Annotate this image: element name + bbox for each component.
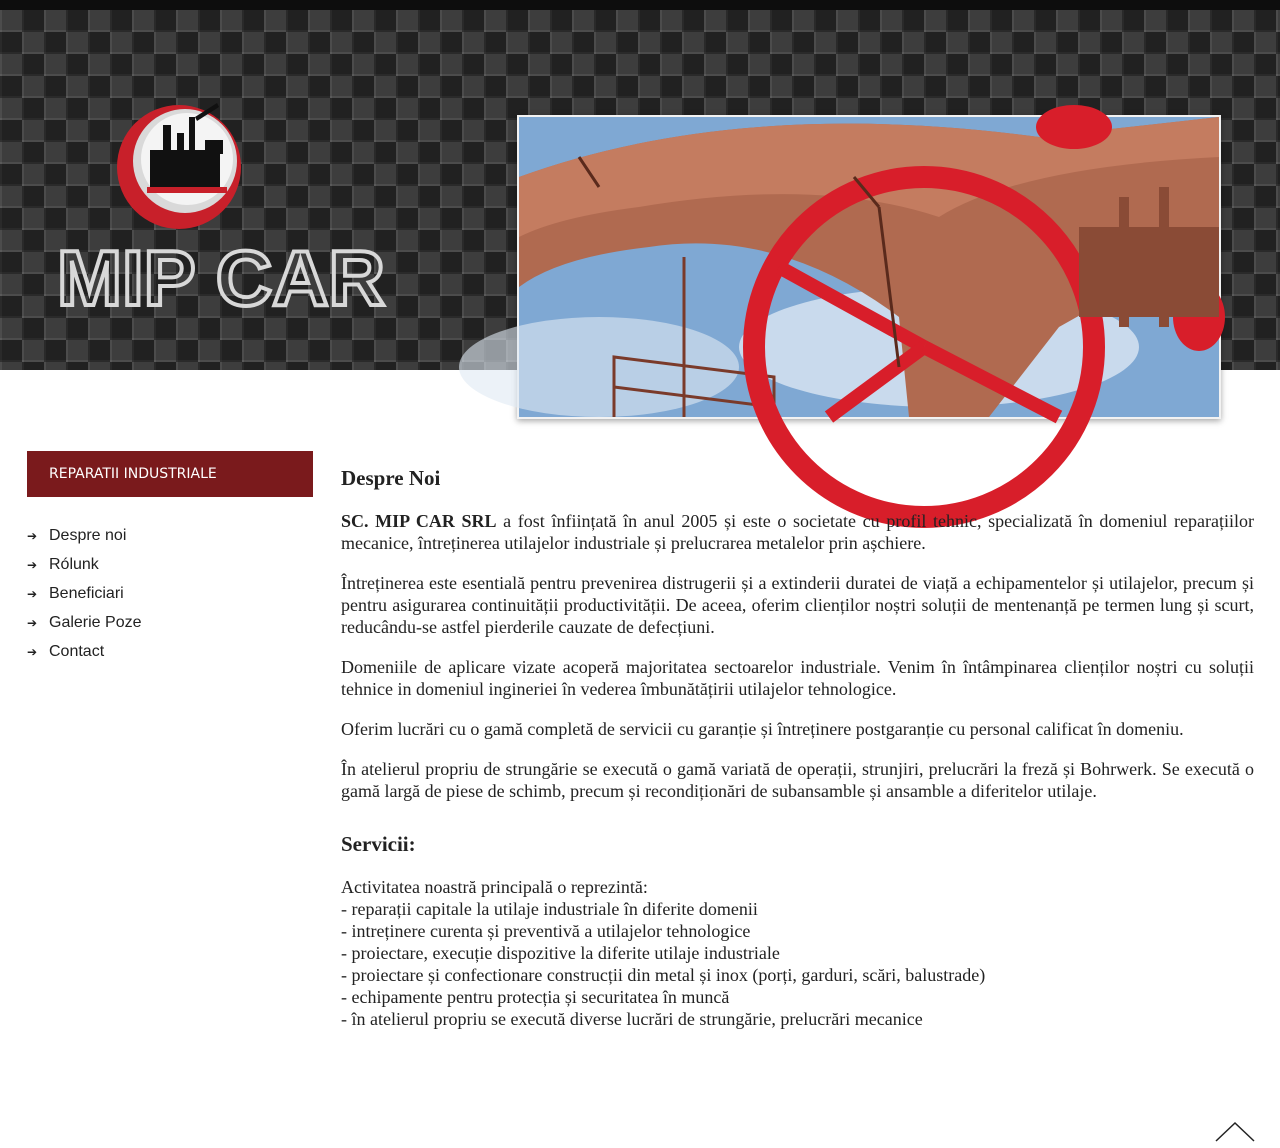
sidebar-item-rolunk[interactable] (27, 554, 313, 583)
page-title: Despre Noi (341, 466, 441, 490)
paragraph-maintenance: Întreținerea este esentială pentru prevenirea distrugerii și a extinderii duratei de viață a echipamentelor și utilajelor, precum și pentru asigurarea continuității productivității. De aceea, oferim clienților noștri soluții de mentenanță pe termen lung și scurt, reducându-se astfel pierderile cauzate de defecțiuni. (341, 573, 1254, 637)
list-item: - reparații capitale la utilaje industriale în diferite domenii (341, 899, 758, 919)
list-item: - în atelierul propriu se execută diverse lucrări de strungărie, prelucrări mecanice (341, 1009, 923, 1029)
sidebar-item-beneficiari[interactable] (27, 583, 313, 612)
header-banner-image (517, 115, 1221, 419)
list-item: - echipamente pentru protecția și securitatea în muncă (341, 987, 730, 1007)
logo-text: MIP CAR (57, 234, 385, 322)
sidebar-item-label[interactable]: Rólunk (49, 556, 99, 573)
chevron-up-icon (1214, 1118, 1256, 1143)
sidebar-item-despre-noi[interactable] (27, 525, 313, 554)
company-name: SC. MIP CAR SRL (341, 511, 497, 531)
arrow-right-icon: ➔ (27, 645, 38, 659)
scroll-to-top-button[interactable] (1214, 1118, 1256, 1143)
arrow-right-icon: ➔ (27, 587, 38, 601)
sidebar-item-label[interactable]: Galerie Poze (49, 614, 142, 631)
main-content (341, 464, 1254, 1030)
logo-icon (55, 95, 385, 322)
site-logo[interactable] (55, 95, 385, 322)
sidebar-item-label[interactable]: Contact (49, 643, 105, 660)
list-item: - intreținere curenta și preventivă a utilajelor tehnologice (341, 921, 751, 941)
sidebar-title: REPARATII INDUSTRIALE (27, 451, 313, 497)
sidebar-item-label[interactable]: Despre noi (49, 527, 127, 544)
services-list (341, 898, 1254, 1030)
arrow-right-icon: ➔ (27, 616, 38, 630)
sidebar-item-contact[interactable] (27, 641, 313, 670)
list-item: - proiectare și confectionare construcții din metal și inox (porți, garduri, scări, balustrade) (341, 965, 986, 985)
paragraph-workshop: În atelierul propriu de strungărie se execută o gamă variată de operații, strunjiri, prelucrări la freză și Bohrwerk. Se execută o gamă largă de piese de schimb, precum și recondiționări de subansamble și ansamble a diferitelor utilaje. (341, 759, 1254, 801)
services-intro: Activitatea noastră principală o reprezintă: (341, 877, 648, 897)
paragraph-offer: Oferim lucrări cu o gamă completă de servicii cu garanție și întreținere postgaranție cu personal calificat în domeniu. (341, 719, 1184, 739)
sidebar-item-label[interactable]: Beneficiari (49, 585, 124, 602)
services-title: Servicii: (341, 832, 416, 856)
list-item: - proiectare, execuție dispozitive la diferite utilaje industriale (341, 943, 780, 963)
paragraph-intro (341, 510, 1254, 554)
arrow-right-icon: ➔ (27, 529, 38, 543)
sidebar-item-galerie-poze[interactable] (27, 612, 313, 641)
paragraph-domains: Domeniile de aplicare vizate acoperă majoritatea sectoarelor industriale. Venim în întâmpinarea clienților noștri cu soluții tehnice in domeniul ingineriei în vederea îmbunătățirii utilajelor tehnologice. (341, 657, 1254, 699)
arrow-right-icon: ➔ (27, 558, 38, 572)
top-bar (0, 0, 1280, 10)
site-header (0, 10, 1280, 370)
paragraph-intro-text: a fost înființată în anul 2005 și este o societate cu profil tehnic, specializată în domeniul reparațiilor mecanice, întreținerea utilajelor industriale și prelucrarea metalelor prin așchiere. (341, 511, 1254, 553)
sidebar-nav (27, 525, 313, 670)
